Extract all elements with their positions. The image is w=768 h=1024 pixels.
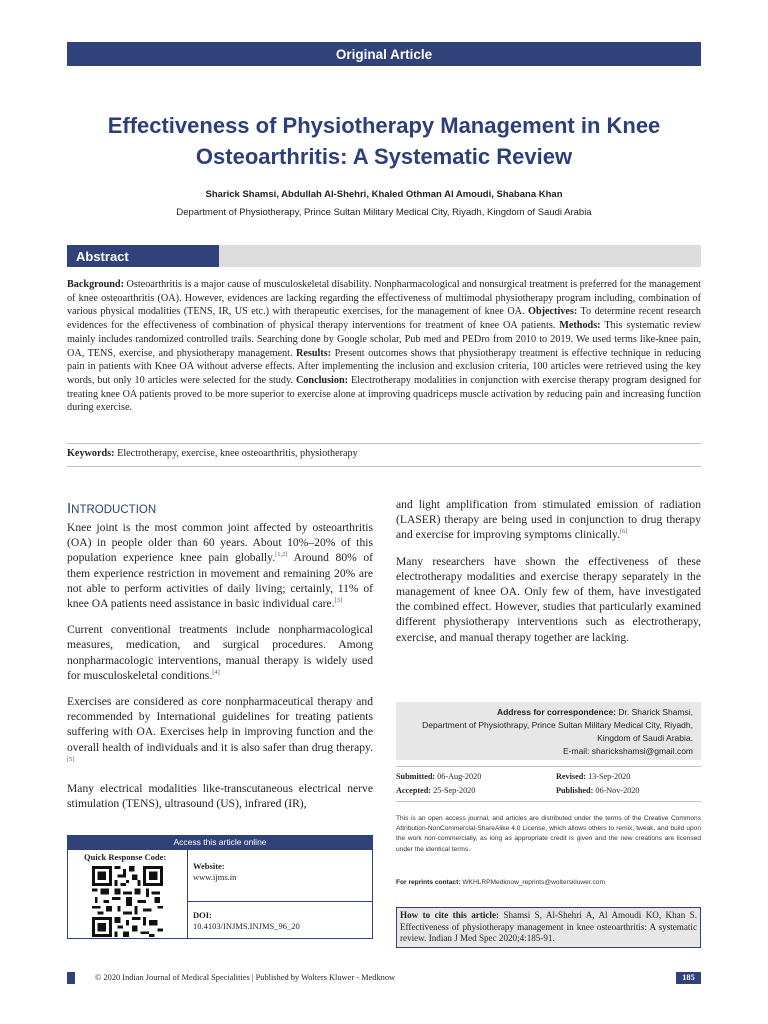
author-list: Sharick Shamsi, Abdullah Al-Shehri, Khaled Othman Al Amoudi, Shabana Khan <box>205 189 563 200</box>
submitted-value: 06-Aug-2020 <box>435 772 482 781</box>
citation-label: How to cite this article: <box>400 910 500 920</box>
abstract-heading: Abstract <box>76 248 129 264</box>
methods-text: This systematic review mainly includes randomized controlled trails. Searching done by Google scholar, Pub med and PEDro from 2010 to 2019. We used terms like-knee pain, OA, TENS, exercise, and physiotherapy management. <box>67 320 701 359</box>
title-line-1: Effectiveness of Physiotherapy Management in Knee <box>107 113 661 138</box>
article-title <box>70 110 698 172</box>
correspondence-line-3: Kingdom of Saudi Arabia. <box>597 733 693 743</box>
intro-paragraph-5 <box>396 497 701 543</box>
left-column-text <box>67 520 373 811</box>
title-line-2: Osteoarthritis: A Systematic Review <box>195 144 573 169</box>
doi-label: DOI: <box>193 910 212 920</box>
license-text: This is an open access journal, and articles are distributed under the terms of the Creative Commons Attribution‑NonCommercial‑ShareAlike 4.0 License, which allows others to remix, tweak, and build upon the work non‑commercially, as long as appropriate credit is given and the new creations are licensed under the identical terms. <box>396 815 701 853</box>
objectives-text: To determine recent research evidences for the effectiveness of combination of physical therapy interventions for treatment of knee OA patients. <box>67 306 701 332</box>
citation-text <box>400 910 697 945</box>
abstract-heading-band <box>219 245 701 267</box>
objectives-label: Objectives: <box>528 306 578 318</box>
affiliation: Department of Physiotherapy, Prince Sultan Military Medical City, Riyadh, Kingdom of Saudi Arabia <box>176 207 592 218</box>
keywords-bottom-rule <box>67 466 701 467</box>
published-value: 06-Nov-2020 <box>593 786 640 795</box>
reprints-label: For reprints contact: <box>396 879 461 886</box>
citation-ref: [3] <box>334 597 343 605</box>
abstract-body <box>67 278 701 415</box>
keywords-top-rule <box>67 443 701 444</box>
correspondence-name: Dr. Sharick Shamsi, <box>616 707 693 717</box>
intro-p3: Exercises are considered as core nonpharmaceutical therapy and recommended by International guidelines for treating patients suffering with OA. Exercises help in improving function and the overall health of individuals and it is also safer than drug therapy. <box>67 695 373 754</box>
published-date <box>556 786 639 795</box>
submitted-date <box>396 772 481 781</box>
intro-p1-a: Knee joint is the most common joint affected by osteoarthritis (OA) in people older than 60 years. About 10%–20% of this population experience knee pain globally. <box>67 521 373 565</box>
methods-label: Methods: <box>559 320 601 332</box>
intro-paragraph-6: Many researchers have shown the effectiveness of these electrotherapy modalities and exercise therapy separately in the management of knee OA. Only few of them, have investigated the combined effect. However, studies that particularly examined different physiotherapy interventions such as electrotherapy, exercise, and manual therapy together are lacking. <box>396 554 701 644</box>
correspondence-text <box>400 706 693 758</box>
dates-bottom-rule <box>396 801 701 802</box>
article-type-banner <box>67 42 701 66</box>
background-text: Osteoarthritis is a major cause of musculoskeletal disability. Nonpharmacological and nonsurgical treatment is preferred for the management of knee osteoarthritis (OA). However, evidences are lacking regarding the effectiveness of multimodal physiotherapy program including, combination of various physical modalities (TENS, IR, US etc.) with therapeutic exercises, for the management of knee OA. <box>67 279 701 318</box>
citation-ref: [5] <box>67 755 75 763</box>
revised-label: Revised: <box>556 772 587 781</box>
access-box-rule <box>187 901 372 902</box>
intro-p1-b: Around 80% of them experience restriction in movement and remaining 20% are not able to perform activities of daily living; certainly, 11% of knee OA patients need assistance in basic individual care. <box>67 551 374 611</box>
keywords-text: Electrotherapy, exercise, knee osteoarthritis, physiotherapy <box>114 448 358 459</box>
website-label: Website: <box>193 861 225 871</box>
accepted-date <box>396 786 475 795</box>
keywords-label: Keywords: <box>67 448 115 459</box>
accepted-label: Accepted: <box>396 786 432 795</box>
submitted-label: Submitted: <box>396 772 436 781</box>
access-box-divider <box>187 849 188 938</box>
intro-p2: Current conventional treatments include nonpharmacological measures, medication, and surgical procedures. Among nonpharmacologic interventions, manual therapy is widely used for musculoskeletal conditions. <box>67 623 373 682</box>
citation-ref: [1,2] <box>275 551 288 559</box>
citation-ref: [6] <box>619 528 628 536</box>
right-column-text <box>396 497 701 645</box>
correspondence-label: Address for correspondence: <box>496 707 616 717</box>
footer-copyright: © 2020 Indian Journal of Medical Specialities | Published by Wolters Kluwer - Medknow <box>95 973 396 982</box>
website-link[interactable]: www.ijms.in <box>193 872 237 882</box>
intro-paragraph-1 <box>67 520 373 611</box>
page-number: 185 <box>682 973 695 982</box>
results-text: Present outcomes shows that physiotherapy treatment is effective technique in reducing pain in patients with Knee OA without adverse effects. After implementing the inclusion and exclusion criteria, 100 articles were retrieved using the key words, but only 10 articles were selected for the study. <box>67 347 701 386</box>
article-type-label: Original Article <box>335 46 433 62</box>
background-label: Background: <box>67 279 124 290</box>
introduction-heading-rest: NTRODUCTION <box>71 504 157 516</box>
access-online-header: Access this article online <box>67 835 373 849</box>
correspondence-line-2: Department of Physiothrapy, Prince Sultan Military Medical City, Riyadh, <box>422 720 693 730</box>
reprints-line <box>396 879 701 886</box>
introduction-heading-initial: I <box>67 500 72 517</box>
qr-code-icon[interactable] <box>92 866 163 937</box>
conclusion-label: Conclusion: <box>295 374 349 386</box>
intro-paragraph-3 <box>67 694 373 770</box>
correspondence-email[interactable]: E-mail: sharickshamsi@gmail.com <box>562 746 693 756</box>
abstract-heading-box <box>67 245 219 267</box>
dates-top-rule <box>396 766 701 767</box>
intro-p5: and light amplification from stimulated emission of radiation (LASER) therapy are being used in conjunction to drug therapy and exercise for improving symptoms clinically. <box>396 498 701 542</box>
reprints-email[interactable]: WKHLRPMedknow_reprints@wolterskluwer.com <box>460 879 605 886</box>
revised-date <box>556 772 630 781</box>
accepted-value: 25-Sep-2020 <box>431 786 476 795</box>
intro-paragraph-4: Many electrical modalities like-transcutaneous electrical nerve stimulation (TENS), ultrasound (US), infrared (IR), <box>67 782 373 811</box>
revised-value: 13-Sep-2020 <box>586 772 631 781</box>
published-label: Published: <box>556 786 594 795</box>
conclusion-text: Electrotherapy modalities in conjunction with exercise therapy program designed for treating knee OA patients proved to be more superior to exercise alone at improving quadriceps muscle activation by reducing pain and increasing function during exercise. <box>67 374 701 414</box>
qr-code-label: Quick Response Code: <box>84 852 167 862</box>
introduction-heading <box>67 500 156 517</box>
doi-link[interactable]: 10.4103/INJMS.INJMS_96_20 <box>193 921 300 931</box>
citation-ref: [4] <box>212 668 220 676</box>
keywords-line <box>67 448 701 459</box>
citation-body: Shamsi S, Al-Shehri A, Al Amoudi KO, Khan S. Effectiveness of physiotherapy management in knee osteoarthritis: A systematic review. Indian J Med Spec 2020;4:185-91. <box>400 910 697 944</box>
intro-paragraph-2 <box>67 622 373 683</box>
results-label: Results: <box>296 347 332 359</box>
